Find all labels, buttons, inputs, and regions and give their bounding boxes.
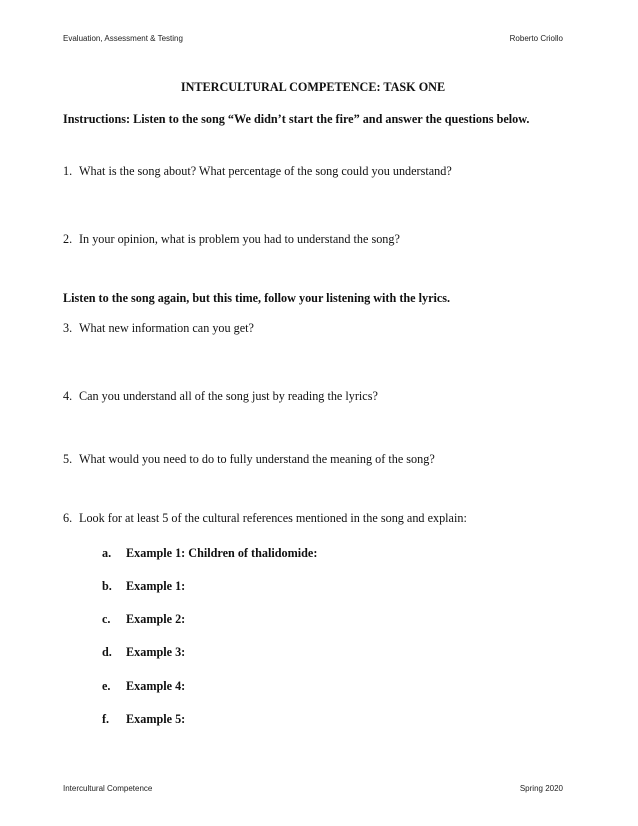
sub-item-a — [102, 545, 522, 561]
footer-right-text: Spring 2020 — [519, 784, 563, 793]
sub-item-letter: f. — [102, 712, 110, 726]
question-number: 3. — [63, 321, 73, 335]
second-instruction-text: Listen to the song again, but this time, follow your listening with the lyrics. — [63, 291, 451, 305]
question-number: 1. — [63, 164, 73, 178]
sub-item-text: Example 1: — [126, 579, 186, 593]
question-number: 4. — [63, 389, 73, 403]
sub-item-letter: e. — [102, 679, 111, 693]
question-6 — [63, 510, 549, 526]
sub-item-text: Example 5: — [126, 712, 186, 726]
sub-item-c — [102, 611, 522, 627]
sub-item-letter: b. — [102, 579, 112, 593]
question-1 — [63, 163, 549, 179]
sub-item-b — [102, 578, 522, 594]
question-2 — [63, 231, 549, 247]
sub-item-f — [102, 711, 522, 727]
sub-item-text: Example 1: Children of thalidomide: — [126, 546, 318, 560]
question-text: Can you understand all of the song just by reading the lyrics? — [79, 389, 378, 403]
question-text: What would you need to do to fully understand the meaning of the song? — [79, 452, 435, 466]
sub-item-text: Example 3: — [126, 645, 186, 659]
page-footer — [63, 784, 563, 794]
question-3 — [63, 320, 549, 336]
question-text: Look for at least 5 of the cultural references mentioned in the song and explain: — [79, 511, 467, 525]
sub-item-text: Example 2: — [126, 612, 186, 626]
question-number: 6. — [63, 511, 73, 525]
question-4 — [63, 388, 549, 404]
question-text: What is the song about? What percentage of the song could you understand? — [79, 164, 452, 178]
question-text: In your opinion, what is problem you had to understand the song? — [79, 232, 400, 246]
sub-item-letter: a. — [102, 546, 112, 560]
sub-item-text: Example 4: — [126, 679, 186, 693]
sub-item-letter: d. — [102, 645, 112, 659]
sub-item-letter: c. — [102, 612, 111, 626]
page-header — [63, 34, 563, 44]
instructions-text: Instructions: Listen to the song “We didn’t start the fire” and answer the questions below. — [63, 112, 530, 126]
footer-left-text: Intercultural Competence — [63, 784, 153, 793]
sub-item-d — [102, 644, 522, 660]
header-left-text: Evaluation, Assessment & Testing — [63, 34, 183, 43]
question-text: What new information can you get? — [79, 321, 254, 335]
header-right-text: Roberto Criollo — [509, 34, 563, 43]
document-title: INTERCULTURAL COMPETENCE: TASK ONE — [180, 80, 446, 94]
question-number: 5. — [63, 452, 73, 466]
question-number: 2. — [63, 232, 73, 246]
question-5 — [63, 451, 549, 467]
sub-item-e — [102, 678, 522, 694]
